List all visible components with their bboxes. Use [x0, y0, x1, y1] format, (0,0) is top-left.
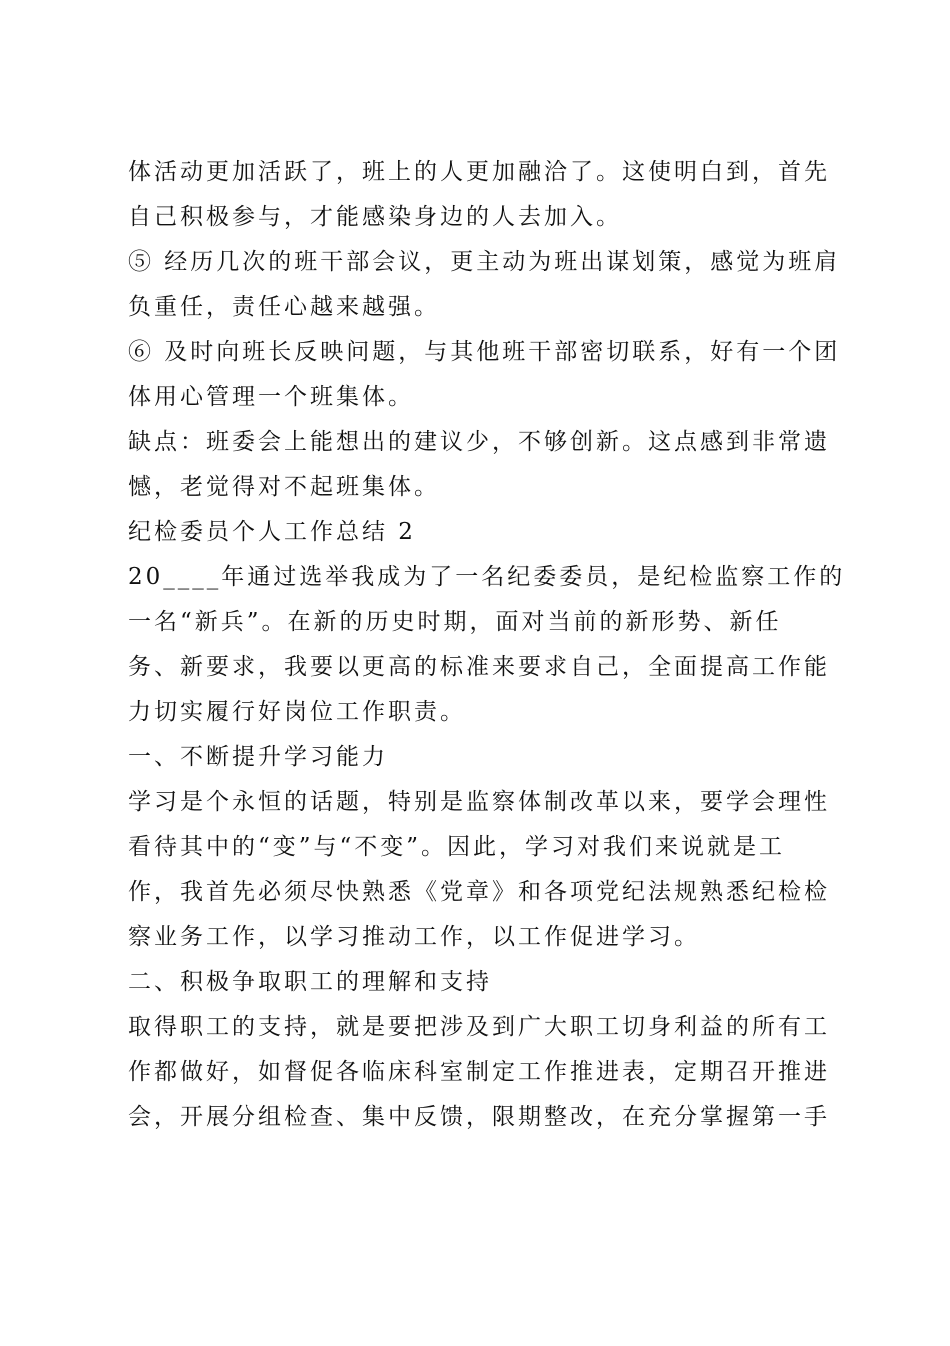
list-item-6: ⑥ 及时向班长反映问题，与其他班干部密切联系，好有一个团	[128, 339, 841, 365]
text-line: 作，我首先必须尽快熟悉《党章》和各项党纪法规熟悉纪检检	[128, 879, 830, 905]
text-line: 20____年通过选举我成为了一名纪委委员，是纪检监察工作的	[128, 564, 846, 590]
text-line: 自己积极参与，才能感染身边的人去加入。	[128, 204, 622, 230]
text-line: 负重任，责任心越来越强。	[128, 294, 440, 320]
text-line: 作都做好，如督促各临床科室制定工作推进表，定期召开推进	[128, 1059, 830, 1085]
text-line: 力切实履行好岗位工作职责。	[128, 699, 466, 725]
shortcomings-line: 缺点：班委会上能想出的建议少，不够创新。这点感到非常遗	[128, 429, 830, 455]
text-line: 学习是个永恒的话题，特别是监察体制改革以来，要学会理性	[128, 789, 830, 815]
section-title: 纪检委员个人工作总结 2	[128, 519, 416, 545]
heading-one: 一、不断提升学习能力	[128, 744, 388, 770]
list-item-5: ⑤ 经历几次的班干部会议，更主动为班出谋划策，感觉为班肩	[128, 249, 841, 275]
text-line: 体活动更加活跃了，班上的人更加融洽了。这使明白到，首先	[128, 159, 830, 185]
text-line: 体用心管理一个班集体。	[128, 384, 414, 410]
heading-two: 二、积极争取职工的理解和支持	[128, 969, 492, 995]
text-line: 一名“新兵”。在新的历史时期，面对当前的新形势、新任	[128, 609, 782, 635]
text-line: 取得职工的支持，就是要把涉及到广大职工切身利益的所有工	[128, 1014, 830, 1040]
text-line: 察业务工作，以学习推动工作，以工作促进学习。	[128, 924, 700, 950]
text-line: 憾，老觉得对不起班集体。	[128, 474, 440, 500]
text-line: 看待其中的“变”与“不变”。因此，学习对我们来说就是工	[128, 834, 786, 860]
text-line: 会，开展分组检查、集中反馈，限期整改，在充分掌握第一手	[128, 1104, 830, 1130]
document-body	[128, 150, 846, 1140]
text-line: 务、新要求，我要以更高的标准来要求自己，全面提高工作能	[128, 654, 830, 680]
